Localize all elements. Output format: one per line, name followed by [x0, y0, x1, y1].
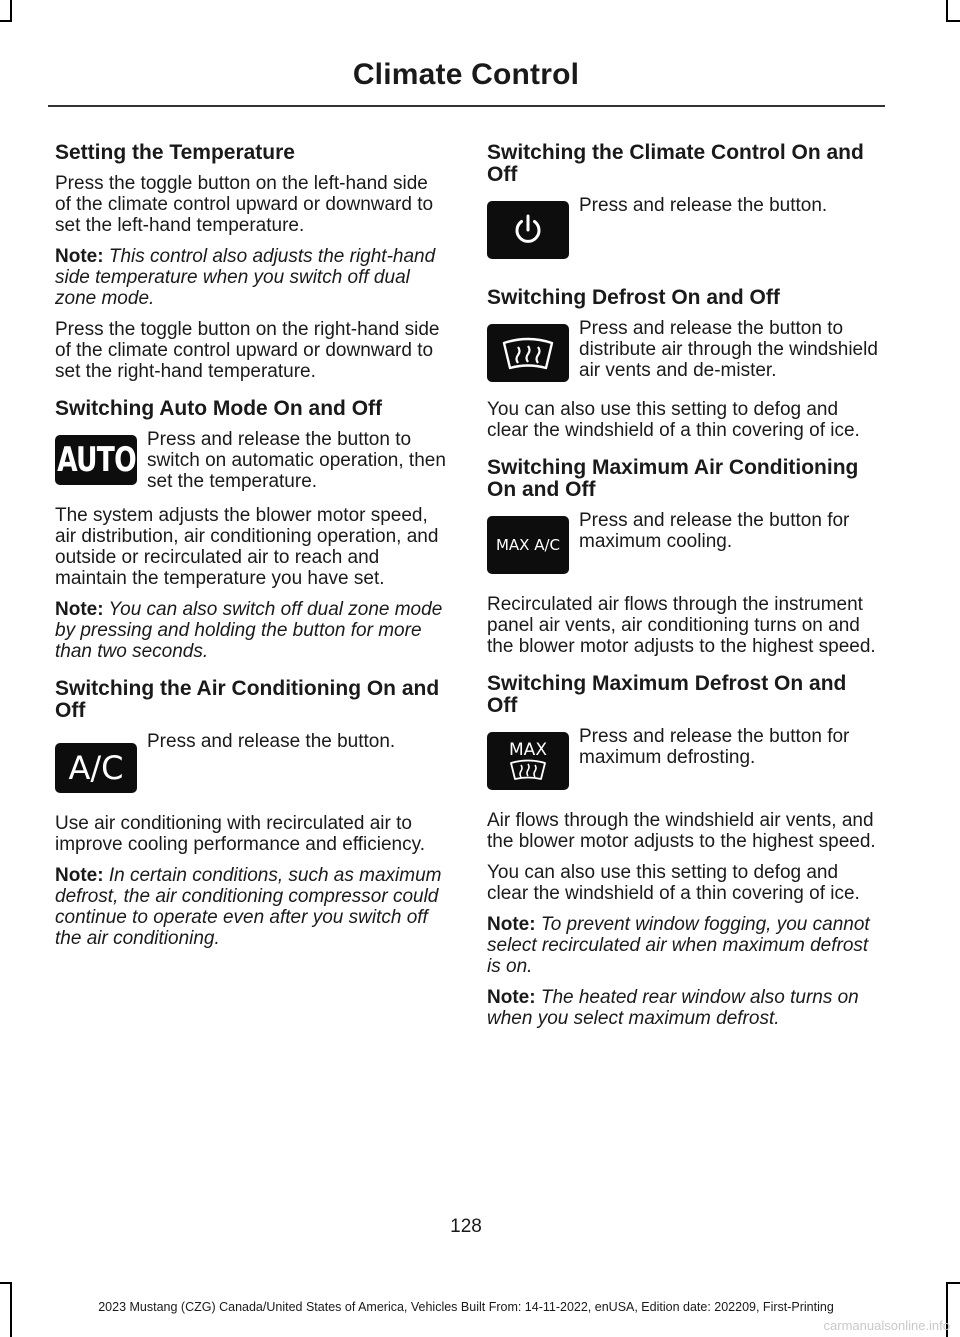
auto-button-block: [55, 429, 447, 493]
power-instruction: Press and release the button.: [579, 195, 828, 216]
power-heading: Switching the Climate Control On and Off: [487, 141, 864, 186]
max-defrost-icon: [487, 732, 569, 790]
crop-mark: [946, 20, 960, 22]
maxac-icon-text: MAX A/C: [495, 536, 561, 554]
note-label: Note:: [55, 865, 104, 886]
maxdef-heading: Switching Maximum Defrost On and Off: [487, 672, 847, 717]
crop-mark: [0, 1282, 12, 1284]
page-title: Climate Control: [352, 58, 580, 91]
note-text: In certain conditions, such as maximum defrost, the air conditioning compressor could continue to operate even after you switch off the air conditioning.: [55, 865, 442, 949]
temp-paragraph-1: Press the toggle button on the left-hand side of the climate control upward or downward to set the left-hand temperature.: [55, 173, 434, 236]
max-ac-icon: [487, 516, 569, 574]
ac-note: [55, 865, 447, 949]
maxdef-note-1: [487, 914, 879, 977]
auto-button-icon: [55, 435, 137, 485]
power-icon: [487, 201, 569, 259]
temp-paragraph-2: Press the toggle button on the right-hand side of the climate control upward or downward to set the right-hand temperature.: [55, 319, 440, 382]
temp-heading: Setting the Temperature: [55, 141, 295, 164]
defrost-paragraph: You can also use this setting to defog and clear the windshield of a thin covering of ice.: [487, 399, 860, 441]
ac-instruction: Press and release the button.: [147, 731, 396, 752]
ac-paragraph: Use air conditioning with recirculated air to improve cooling performance and efficiency.: [55, 813, 425, 855]
defrost-button-block: [487, 318, 879, 381]
maxac-heading: Switching Maximum Air Conditioning On and Off: [487, 456, 859, 501]
watermark: carmanualsonline.info: [823, 1318, 950, 1333]
maxdef-paragraph-1: Air flows through the windshield air vents, and the blower motor adjusts to the highest speed.: [487, 810, 876, 852]
windshield-defrost-glyph: [500, 335, 556, 371]
note-label: Note:: [55, 246, 104, 267]
windshield-defrost-glyph: [508, 759, 548, 781]
note-text: The heated rear window also turns on when you select maximum defrost.: [487, 987, 859, 1029]
note-label: Note:: [55, 599, 104, 620]
defrost-heading: Switching Defrost On and Off: [487, 286, 780, 309]
maxdef-note-2: [487, 987, 879, 1029]
note-text: You can also switch off dual zone mode by pressing and holding the button for more than two seconds.: [55, 599, 443, 662]
header-divider: [48, 105, 885, 107]
left-column: [55, 142, 447, 959]
maxac-instruction: Press and release the button for maximum cooling.: [579, 510, 850, 552]
power-icon-glyph: [511, 213, 545, 247]
note-text: To prevent window fogging, you cannot select recirculated air when maximum defrost is on.: [487, 914, 870, 977]
note-text: This control also adjusts the right-hand side temperature when you switch off dual zone mode.: [55, 246, 436, 309]
ac-button-block: [55, 731, 447, 801]
auto-paragraph: The system adjusts the blower motor speed, air distribution, air conditioning operation, and outside or recirculated air to reach and maintain the temperature you have set.: [55, 505, 439, 589]
defrost-instruction: Press and release the button to distribute air through the windshield air vents and de-mister.: [579, 318, 878, 381]
power-button-block: [487, 195, 879, 267]
footer-text: 2023 Mustang (CZG) Canada/United States of America, Vehicles Built From: 14-11-2022, enUSA, Edition date: 202209, First-Printing: [98, 1300, 834, 1314]
crop-mark: [946, 1282, 960, 1284]
windshield-defrost-icon: [487, 324, 569, 382]
ac-icon-text: A/C: [68, 749, 124, 787]
auto-heading: Switching Auto Mode On and Off: [55, 397, 383, 420]
crop-mark: [0, 20, 12, 22]
auto-instruction: Press and release the button to switch on automatic operation, then set the temperature.: [147, 429, 446, 492]
auto-icon-text: AUTO: [56, 440, 136, 480]
maxac-button-block: [487, 510, 879, 582]
note-label: Note:: [487, 987, 536, 1008]
auto-note: [55, 599, 447, 662]
crop-mark: [946, 0, 948, 22]
page-number: 128: [450, 1216, 482, 1237]
note-label: Note:: [487, 914, 536, 935]
ac-heading: Switching the Air Conditioning On and Off: [55, 677, 440, 722]
crop-mark: [10, 0, 12, 22]
maxac-paragraph: Recirculated air flows through the instrument panel air vents, air conditioning turns on and the blower motor adjusts to the highest speed.: [487, 594, 876, 657]
right-column: [487, 142, 879, 1039]
maxdef-icon-text: MAX: [509, 740, 547, 760]
maxdef-instruction: Press and release the button for maximum defrosting.: [579, 726, 850, 768]
maxdef-paragraph-2: You can also use this setting to defog and clear the windshield of a thin covering of ice.: [487, 862, 860, 904]
maxdef-button-block: [487, 726, 879, 798]
temp-note: [55, 246, 447, 309]
ac-button-icon: [55, 743, 137, 793]
